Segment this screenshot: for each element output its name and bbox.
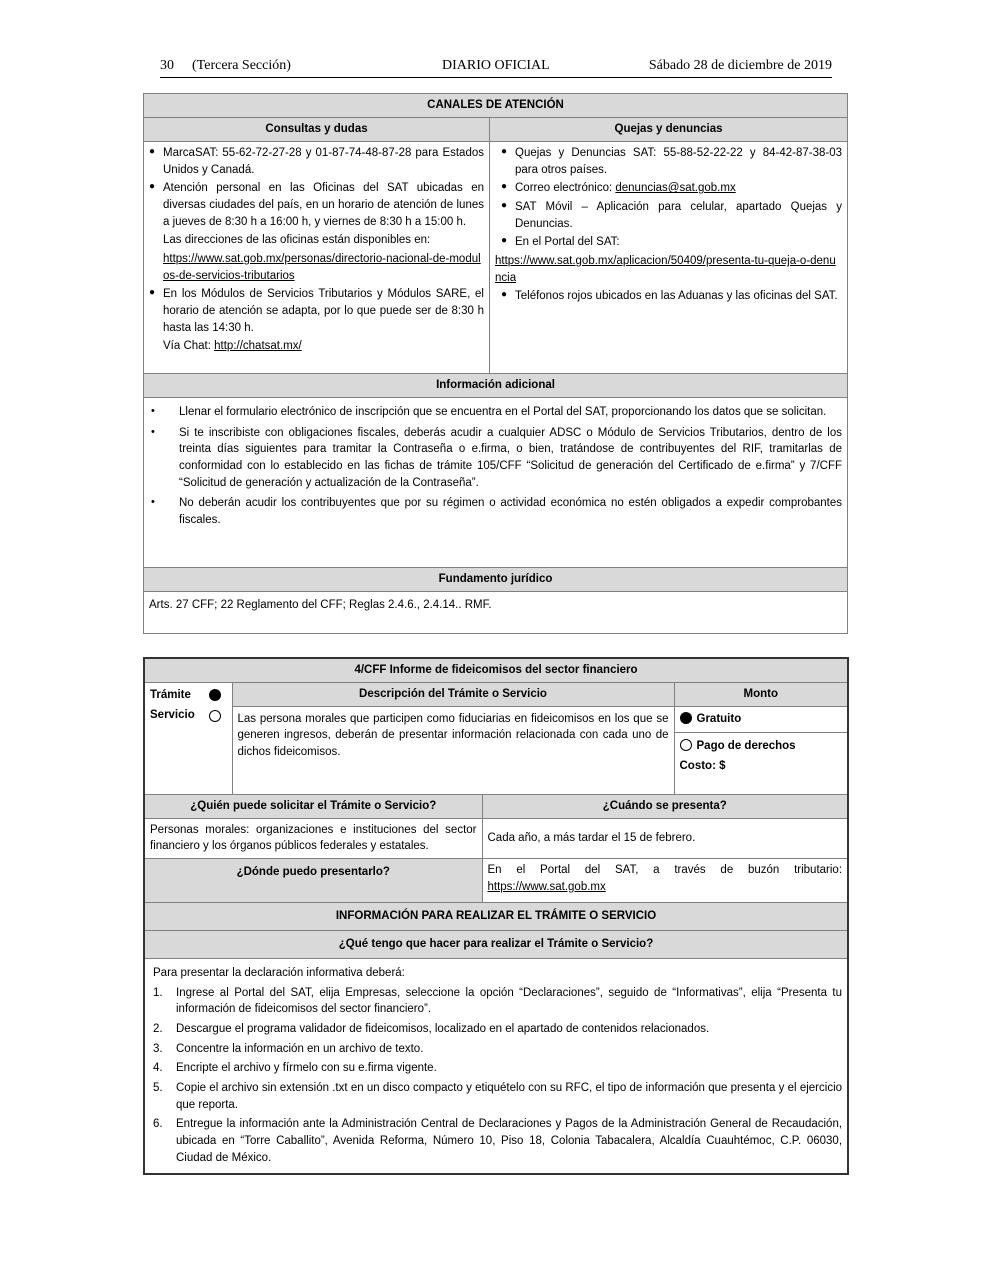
donde-text: En el Portal del SAT, a través de buzón tributario:: [487, 863, 843, 876]
pago-row: [680, 738, 843, 755]
pago-label: Pago de derechos: [696, 739, 796, 752]
ficha-table: [143, 657, 849, 1175]
quejas-item: ● SAT Móvil – Aplicación para celular, apartado Quejas y Denuncias.: [501, 199, 842, 232]
filled-radio-icon: [209, 689, 221, 701]
email-link[interactable]: denuncias@sat.gob.mx: [615, 182, 736, 195]
servicio-row: [150, 707, 227, 724]
steps-list: [153, 985, 842, 1167]
canales-title: CANALES DE ATENCIÓN: [144, 94, 848, 118]
info-item: • Si te inscribiste con obligaciones fiscales, deberás acudir a cualquier ADSC o Módulo de Servicios Tributarios, dentro de los treinta días siguientes para tramitar la Contraseña o e.firma, o bien, tratándose de contribuyentes del RIF, tramitarlas de conformidad con lo establecido en las fichas de trámite 105/CFF “Solicitud de generación del Certificado de e.firma” y 7/CFF “Solicitud de generación y actualización de la Contraseña”.: [149, 425, 842, 492]
ficha-title: 4/CFF Informe de fideicomisos del sector financiero: [144, 658, 848, 682]
portal-link[interactable]: https://www.sat.gob.mx/aplicacion/50409/presenta-tu-queja-o-denuncia: [495, 255, 836, 284]
step-item: [153, 1041, 842, 1058]
email-label: Correo electrónico:: [515, 182, 616, 195]
publication-date: Sábado 28 de diciembre de 2019: [648, 58, 832, 73]
info-header: INFORMACIÓN PARA REALIZAR EL TRÁMITE O SERVICIO: [144, 902, 848, 930]
consultas-item: ● MarcaSAT: 55-62-72-27-28 y 01-87-74-48-87-28 para Estados Unidos y Canadá.: [149, 145, 484, 178]
page-number: 30: [160, 58, 174, 73]
consultas-cell: [144, 142, 490, 374]
chat-label: Vía Chat:: [163, 340, 215, 353]
step-number: 5.: [153, 1081, 163, 1094]
tramite-label: Trámite: [150, 688, 191, 701]
donde-header: ¿Dónde puedo presentarlo?: [144, 858, 482, 902]
step-number: 2.: [153, 1022, 163, 1035]
descripcion-header: Descripción del Trámite o Servicio: [232, 682, 674, 706]
quejas-item: [501, 180, 842, 197]
info-adicional-title: Información adicional: [144, 374, 848, 398]
step-number: 3.: [153, 1042, 163, 1055]
step-item: [153, 985, 842, 1018]
step-text: Entregue la información ante la Administración Central de Declaraciones y Pagos de la Administración General de Recaudación, ubicada en “Torre Caballito”, Avenida Reforma, Número 10, Piso 18, Colonia Tabacalera, Alcaldía Cuauhtémoc, C.P. 06030, Ciudad de México.: [176, 1118, 843, 1164]
step-text: Encripte el archivo y fírmelo con su e.firma vigente.: [176, 1062, 437, 1075]
empty-radio-icon: [209, 710, 221, 722]
info-adicional-cell: [144, 398, 848, 568]
step-number: 6.: [153, 1118, 163, 1131]
step-item: [153, 1060, 842, 1077]
fundamento-title: Fundamento jurídico: [144, 568, 848, 592]
chat-link[interactable]: http://chatsat.mx/: [214, 340, 302, 353]
donde-cell: [482, 858, 848, 902]
canales-table: [143, 93, 848, 634]
directions-text: Las direcciones de las oficinas están disponibles en:: [163, 234, 431, 247]
quejas-header: Quejas y denuncias: [490, 118, 848, 142]
step-item: [153, 1116, 842, 1166]
cuando-text: Cada año, a más tardar el 15 de febrero.: [482, 818, 848, 858]
quien-text: Personas morales: organizaciones e instituciones del sector financiero y los órganos públicos federales y estatales.: [144, 818, 482, 858]
monto-header: Monto: [674, 682, 848, 706]
consultas-header: Consultas y dudas: [144, 118, 490, 142]
step-item: [153, 1021, 842, 1038]
gratuito-label: Gratuito: [696, 712, 742, 725]
info-item: • Llenar el formulario electrónico de inscripción que se encuentra en el Portal del SAT, proporcionando los datos que se solicitan.: [149, 404, 842, 421]
step-number: 1.: [153, 986, 163, 999]
step-item: [153, 1080, 842, 1113]
quejas-item: ● Quejas y Denuncias SAT: 55-88-52-22-22 y 84-42-87-38-03 para otros países.: [501, 145, 842, 178]
step-text: Concentre la información en un archivo de texto.: [176, 1042, 424, 1055]
steps-intro: Para presentar la declaración informativa deberá:: [153, 966, 405, 979]
directions-link[interactable]: https://www.sat.gob.mx/personas/directorio-nacional-de-modulos-de-servicios-tributarios: [163, 253, 481, 282]
tipo-cell: [144, 682, 232, 794]
publication-title: DIARIO OFICIAL: [442, 58, 550, 73]
fundamento-text: Arts. 27 CFF; 22 Reglamento del CFF; Reglas 2.4.6., 2.4.14.. RMF.: [144, 592, 848, 634]
gratuito-cell: [674, 706, 848, 732]
costo-label: Costo: $: [679, 760, 726, 773]
cuando-header: ¿Cuándo se presenta?: [482, 794, 848, 818]
quien-header: ¿Quién puede solicitar el Trámite o Servicio?: [144, 794, 482, 818]
info-item: • No deberán acudir los contribuyentes que por su régimen o actividad económica no estén obligados a expedir comprobantes fiscales.: [149, 495, 842, 528]
chat-line: [149, 338, 484, 355]
consultas-item: ● Atención personal en las Oficinas del SAT ubicadas en diversas ciudades del país, en un horario de atención de lunes a jueves de 8:30 h a 16:00 h, y viernes de 8:30 h a 15:00 h.: [149, 180, 484, 230]
step-text: Copie el archivo sin extensión .txt en un disco compacto y etiquételo con su RFC, el tipo de información que presenta y el ejercicio que reporta.: [176, 1081, 843, 1111]
step-text: Ingrese al Portal del SAT, elija Empresas, seleccione la opción “Declaraciones”, seguido de “Informativas”, elija “Presenta tu información de fideicomisos del sector financiero”.: [176, 986, 843, 1016]
descripcion-text: Las persona morales que participen como fiduciarias en fideicomisos en los que se generen ingresos, deberán de presentar información relacionada con cada uno de dichos fideicomisos.: [232, 706, 674, 794]
que-header: ¿Qué tengo que hacer para realizar el Trámite o Servicio?: [144, 930, 848, 958]
step-text: Descargue el programa validador de fideicomisos, localizado en el apartado de contenidos relacionados.: [176, 1022, 710, 1035]
empty-radio-icon: [680, 739, 692, 751]
quejas-cell: [490, 142, 848, 374]
tramite-row: [150, 687, 227, 704]
donde-link[interactable]: https://www.sat.gob.mx: [487, 880, 606, 893]
page-header: [160, 56, 832, 78]
steps-cell: [144, 958, 848, 1174]
quejas-item: ● Teléfonos rojos ubicados en las Aduanas y las oficinas del SAT.: [501, 288, 842, 305]
servicio-label: Servicio: [150, 709, 195, 722]
pago-cell: [674, 732, 848, 794]
section-label: (Tercera Sección): [192, 58, 291, 73]
consultas-item: ● En los Módulos de Servicios Tributarios y Módulos SARE, el horario de atención se adapta, por lo que puede ser de 8:30 h hasta las 14:30 h.: [149, 286, 484, 336]
quejas-item: ● En el Portal del SAT:: [501, 234, 842, 251]
step-number: 4.: [153, 1062, 163, 1075]
filled-radio-icon: [680, 712, 692, 724]
